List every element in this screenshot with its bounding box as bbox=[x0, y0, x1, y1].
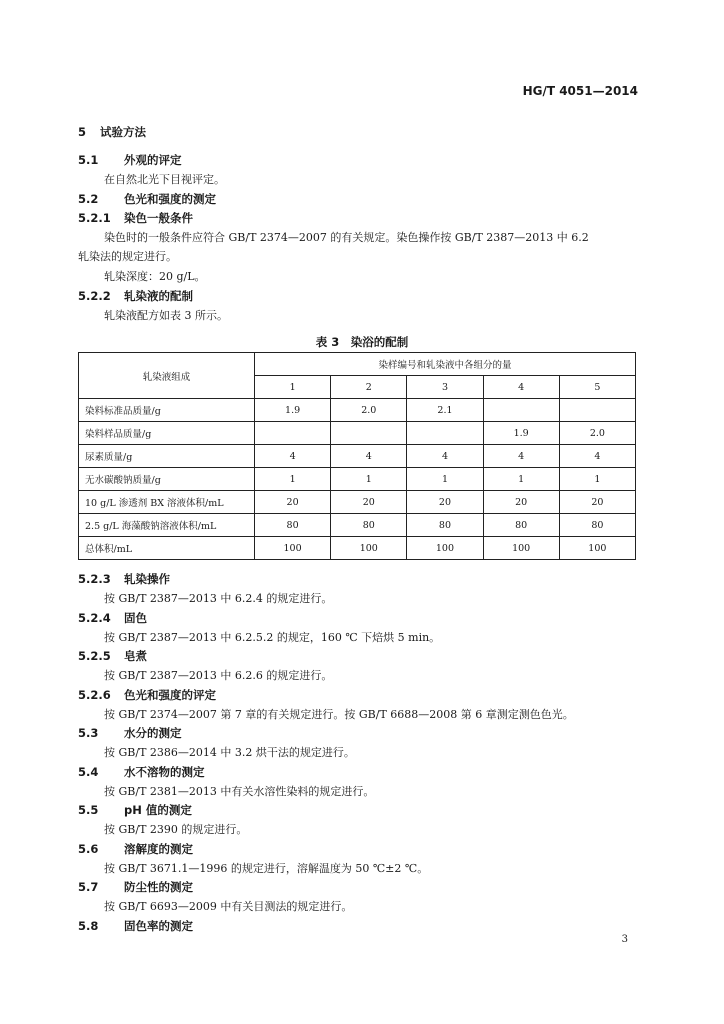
table-cell: 1 bbox=[407, 468, 483, 491]
section-5-2-1-text-line3: 轧染深度：20 g/L。 bbox=[104, 270, 206, 283]
table-cell: 1 bbox=[559, 468, 635, 491]
sample-id-cell: 3 bbox=[407, 376, 483, 399]
table-cell: 80 bbox=[483, 514, 559, 537]
section-number: 5.3 bbox=[78, 726, 99, 740]
section-title: pH 值的测定 bbox=[124, 803, 192, 817]
table-cell: 1.9 bbox=[255, 399, 331, 422]
section-5-4-text: 按 GB/T 2381—2013 中有关水溶性染料的规定进行。 bbox=[104, 785, 375, 798]
table-cell: 20 bbox=[483, 491, 559, 514]
section-5-1-heading bbox=[78, 152, 182, 168]
table-cell: 4 bbox=[331, 445, 407, 468]
section-number: 5.6 bbox=[78, 842, 99, 856]
row-label: 10 g/L 渗透剂 BX 溶液体积/mL bbox=[79, 491, 255, 514]
table-cell: 100 bbox=[255, 537, 331, 560]
table-cell bbox=[255, 422, 331, 445]
table-cell: 4 bbox=[407, 445, 483, 468]
section-5-6-heading bbox=[78, 841, 193, 857]
table-cell: 1 bbox=[331, 468, 407, 491]
section-number: 5.1 bbox=[78, 153, 99, 167]
sample-id-cell: 1 bbox=[255, 376, 331, 399]
table-cell: 1.9 bbox=[483, 422, 559, 445]
table-row bbox=[79, 468, 636, 491]
section-5-2-6-heading bbox=[78, 687, 216, 703]
table-cell: 1 bbox=[255, 468, 331, 491]
table-cell bbox=[483, 399, 559, 422]
table-cell: 20 bbox=[407, 491, 483, 514]
section-5-2-5-heading bbox=[78, 648, 147, 664]
section-number: 5.2.3 bbox=[78, 572, 111, 586]
section-number: 5.2.6 bbox=[78, 688, 111, 702]
section-number: 5.2 bbox=[78, 192, 99, 206]
section-5-3-text: 按 GB/T 2386—2014 中 3.2 烘干法的规定进行。 bbox=[104, 746, 355, 759]
section-title: 轧染液的配制 bbox=[124, 289, 193, 303]
header-group: 染样编号和轧染液中各组分的量 bbox=[255, 353, 636, 376]
table-cell: 100 bbox=[483, 537, 559, 560]
section-5-heading bbox=[78, 124, 146, 140]
section-title: 水分的测定 bbox=[124, 726, 182, 740]
standard-code: HG/T 4051—2014 bbox=[522, 84, 638, 98]
section-number: 5.2.5 bbox=[78, 649, 111, 663]
table-cell: 20 bbox=[331, 491, 407, 514]
section-5-8-heading bbox=[78, 918, 193, 934]
section-5-2-6-text: 按 GB/T 2374—2007 第 7 章的有关规定进行。按 GB/T 6688—2008 第 6 章测定测色色光。 bbox=[104, 708, 574, 721]
section-number: 5.8 bbox=[78, 919, 99, 933]
section-number: 5.7 bbox=[78, 880, 99, 894]
section-title: 轧染操作 bbox=[124, 572, 170, 586]
section-5-2-4-heading bbox=[78, 610, 147, 626]
table-cell: 20 bbox=[255, 491, 331, 514]
section-5-2-heading bbox=[78, 191, 216, 207]
section-5-5-text: 按 GB/T 2390 的规定进行。 bbox=[104, 823, 248, 836]
section-5-7-text: 按 GB/T 6693—2009 中有关目测法的规定进行。 bbox=[104, 900, 353, 913]
table-cell: 20 bbox=[559, 491, 635, 514]
section-title: 防尘性的测定 bbox=[124, 880, 193, 894]
section-5-7-heading bbox=[78, 879, 193, 895]
section-5-2-1-text-line2: 轧染法的规定进行。 bbox=[78, 250, 177, 263]
header-component: 轧染液组成 bbox=[79, 353, 255, 399]
table-row bbox=[79, 399, 636, 422]
table-cell: 100 bbox=[331, 537, 407, 560]
section-5-3-heading bbox=[78, 725, 182, 741]
section-title: 水不溶物的测定 bbox=[124, 765, 205, 779]
table-cell: 4 bbox=[483, 445, 559, 468]
table-body bbox=[79, 399, 636, 560]
table-cell: 80 bbox=[255, 514, 331, 537]
table-row bbox=[79, 445, 636, 468]
table-cell: 2.1 bbox=[407, 399, 483, 422]
section-title: 试验方法 bbox=[100, 125, 146, 139]
sample-id-cell: 5 bbox=[559, 376, 635, 399]
section-title: 皂煮 bbox=[124, 649, 147, 663]
row-label: 2.5 g/L 海藻酸钠溶液体积/mL bbox=[79, 514, 255, 537]
section-number: 5.2.4 bbox=[78, 611, 111, 625]
sample-id-cell: 2 bbox=[331, 376, 407, 399]
page-number: 3 bbox=[621, 934, 628, 945]
table-cell: 4 bbox=[255, 445, 331, 468]
section-title: 色光和强度的测定 bbox=[124, 192, 216, 206]
section-5-2-2-text: 轧染液配方如表 3 所示。 bbox=[104, 309, 228, 322]
row-label: 无水碳酸钠质量/g bbox=[79, 468, 255, 491]
table-cell: 80 bbox=[407, 514, 483, 537]
section-5-2-5-text: 按 GB/T 2387—2013 中 6.2.6 的规定进行。 bbox=[104, 669, 333, 682]
table-cell: 80 bbox=[331, 514, 407, 537]
dye-bath-table bbox=[78, 352, 636, 560]
section-number: 5 bbox=[78, 125, 87, 139]
table-cell: 2.0 bbox=[559, 422, 635, 445]
section-number: 5.2.1 bbox=[78, 211, 111, 225]
section-title: 固色率的测定 bbox=[124, 919, 193, 933]
row-label: 尿素质量/g bbox=[79, 445, 255, 468]
table-cell: 80 bbox=[559, 514, 635, 537]
table-cell: 1 bbox=[483, 468, 559, 491]
table-row bbox=[79, 537, 636, 560]
section-5-2-1-heading bbox=[78, 210, 193, 226]
table-row bbox=[79, 491, 636, 514]
row-label: 染料标准品质量/g bbox=[79, 399, 255, 422]
table-cell bbox=[331, 422, 407, 445]
section-5-2-3-text: 按 GB/T 2387—2013 中 6.2.4 的规定进行。 bbox=[104, 592, 333, 605]
section-5-2-2-heading bbox=[78, 288, 193, 304]
section-5-5-heading bbox=[78, 802, 192, 818]
table-cell: 4 bbox=[559, 445, 635, 468]
section-number: 5.5 bbox=[78, 803, 99, 817]
section-5-2-4-text: 按 GB/T 2387—2013 中 6.2.5.2 的规定，160 ℃ 下焙烘 5 min。 bbox=[104, 631, 441, 644]
table-cell: 100 bbox=[559, 537, 635, 560]
table-header-row bbox=[79, 353, 636, 376]
section-title: 外观的评定 bbox=[124, 153, 182, 167]
section-title: 染色一般条件 bbox=[124, 211, 193, 225]
section-5-6-text: 按 GB/T 3671.1—1996 的规定进行，溶解温度为 50 ℃±2 ℃。 bbox=[104, 862, 429, 875]
section-number: 5.2.2 bbox=[78, 289, 111, 303]
row-label: 总体积/mL bbox=[79, 537, 255, 560]
table-caption: 表 3 染浴的配制 bbox=[315, 335, 409, 349]
section-title: 固色 bbox=[124, 611, 147, 625]
table-row bbox=[79, 514, 636, 537]
section-5-2-3-heading bbox=[78, 571, 170, 587]
section-5-1-text: 在自然北光下目视评定。 bbox=[104, 173, 225, 186]
row-label: 染料样品质量/g bbox=[79, 422, 255, 445]
table-cell bbox=[559, 399, 635, 422]
section-title: 溶解度的测定 bbox=[124, 842, 193, 856]
section-5-4-heading bbox=[78, 764, 205, 780]
section-title: 色光和强度的评定 bbox=[124, 688, 216, 702]
section-5-2-1-text-line1: 染色时的一般条件应符合 GB/T 2374—2007 的有关规定。染色操作按 GB/T 2387—2013 中 6.2 bbox=[104, 231, 589, 244]
table-row bbox=[79, 422, 636, 445]
table-cell: 100 bbox=[407, 537, 483, 560]
table-cell: 2.0 bbox=[331, 399, 407, 422]
table-cell bbox=[407, 422, 483, 445]
section-number: 5.4 bbox=[78, 765, 99, 779]
sample-id-cell: 4 bbox=[483, 376, 559, 399]
